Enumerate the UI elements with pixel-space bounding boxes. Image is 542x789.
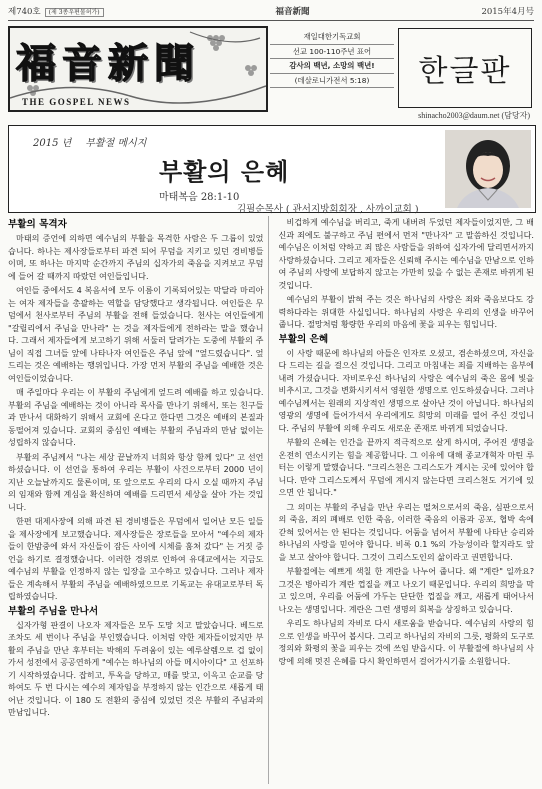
edition-label: 한글판 (398, 28, 532, 108)
portrait-illustration (445, 130, 531, 208)
motto-reference: (데살로니가전서 5:18) (270, 74, 394, 89)
newspaper-name: 福音新聞 (275, 7, 310, 17)
issue-number: 제740호 (제 3종우편물허가) (8, 5, 104, 17)
section-heading: 부활의 주님을 만나서 (8, 605, 99, 617)
issue-date: 2015年4月号 (481, 7, 534, 17)
postal-permit-note: (제 3종우편물허가) (45, 8, 104, 17)
sermon-occasion (33, 134, 160, 149)
section-heading: 부활의 은혜 (278, 333, 329, 345)
anniversary-motto-label: 선교 100-110주년 표어 (270, 45, 394, 60)
article-column-right (279, 216, 535, 784)
sermon-header (8, 125, 536, 213)
paragraph: 비겁하게 예수님을 버리고, 죽게 내버려 두었던 제자들이었지만, 그 배신과 죄에도 불구하고 주님 편에서 먼저 "만나자" 고 말씀하신 것입니다. 예수님은 이처럼 약하고 죄 많은 사람들을 위하여 십자가에 달리면서까지 사랑하셨습니다. 그리고 제자들은 신뢰해 주시는 예수님을 만남으로 인하여 주님의 사랑에 보답하지 않고는 가만히 있을 수 없는 존재로 바뀌게 된 것입니다. (278, 217, 534, 290)
masthead-title: 福音新聞 (16, 40, 200, 87)
church-name: 재일대한기독교회 (270, 30, 394, 45)
sermon-occasion-label: 부활절 메시지 (85, 138, 147, 149)
masthead-logo (8, 26, 268, 112)
paragraph: 예수님의 부활이 밝혀 주는 것은 하나님의 사랑은 죄와 죽음보다도 강력하다라는 위대한 사실입니다. 하나님의 사랑은 우리의 인생을 바꾸어 줍니다. 절망처럼 황량한 우리의 마음에 꽃을 피우는 힘입니다. (278, 294, 534, 329)
paragraph: 부활의 주님께서 "나는 세상 끝날까지 너희와 항상 함께 있다" 고 선언하셨습니다. 이 선언을 통하여 우리는 부활이 사건으로부터 2000 년이 지난 오늘날까지도 물론이며, 또 앞으로도 우리의 다시 오실 때까지 주님의 임재와 함께 계심을 확신하며 예배를 드리면서 세상을 살아 가는 것입니다. (8, 451, 264, 512)
preacher-photo (445, 130, 531, 208)
paragraph: 부활의 은혜는 인간을 끝까지 적극적으로 살게 하시며, 주어진 생명을 온전히 연소시키는 힘을 제공합니다. 그 이유에 대해 종교개혁자 마틴 루터는 이렇게 말했습니다. "크리스천은 그리스도가 계시는 곳에 있어야 합니다. 만약 그리스도께서 무덤에 계시지 않는다면 크리스천도 거기에 있으면 안 됩니다." (278, 437, 534, 497)
paragraph: 매 주일마다 우리는 이 부활의 주님에게 엎드려 예배를 하고 있습니다. 부활의 주님을 예배하는 것이 아니라 목사를 만나기 위해서, 또는 친구들과 만나서 대화하기 위해서 교회에 온다고 한다면 그것은 예배의 본질과 동떨어져 있습니다. 교회의 중심인 예배는 부활의 주님과의 만남 없이는 성립하지 않습니다. (8, 387, 264, 447)
paragraph: 이 사랑 때문에 하나님의 아들은 인자로 오셨고, 겸손하셨으며, 자신을 다 드리는 길을 걸으신 것입니다. 그리고 마침내는 죄를 지배하는 음부에 내려 가셨습니다. 자비로우신 하나님의 사랑은 예수님의 죽은 몸에 빛을 비추시고, 그것을 변화시키셔서 영원한 생명으로 인도하셨습니다. 그러나 예수님께서는 원래의 지상적인 생명으로 살아난 것이 아닙니다. 하나님의 영광의 생명에 들어가셔서 우리에게도 희망의 미래를 열어 주신 것입니다. 주님의 부활에 의해 우리도 새로운 존재로 바뀌게 되었습니다. (278, 347, 534, 433)
sermon-year: 2015 년 (33, 138, 72, 149)
paragraph: 십자가형 판결이 나오자 제자들은 모두 도망 치고 말았습니다. 베드로조차도 세 번이나 주님을 부인했습니다. 이처럼 약한 제자들이었지만 부활의 주님을 만난 후부터는 박해의 두려움이 있는 예루살렘으로 겁 없이 가서 성전에서 공공연하게 "예수는 하나님의 아들 메시아이다" 고 선포하기 시작하였습니다. 잡히고, 투옥을 당하고, 매를 맞고, 이윽고 순교를 당하여도 두 번 다시는 예수의 제자임을 부정하지 않는 인간으로 새롭게 태어난 것입니다. 이 180 도 전환의 중심에 있었던 것은 부활의 주님과의 만남입니다. (8, 619, 264, 717)
sermon-title: 부활의 은혜 (159, 158, 290, 186)
paragraph: 마태의 증언에 의하면 예수님의 부활을 목격한 사람은 두 그룹이 있었습니다. 하나는 제사장들로부터 파견 되어 무덤을 지키고 있던 경비병들이며, 또 하나는 마지막 순간까지 주님의 십자가의 죽음을 지켜보고 무덤에 들어 갈 때까지 따랐던 여인들입니다. (8, 233, 264, 281)
article-column-left (8, 216, 269, 784)
page-header-bar (8, 4, 534, 21)
section-heading: 부활의 목격자 (8, 219, 67, 230)
paragraph: 부활절에는 예쁘게 색칠 한 계란을 나누어 줍니다. 왜 "계란" 일까요? 그것은 병아리가 계란 껍질을 깨고 나오기 때문입니다. 우리의 희망을 막고 있으며, 우리를 어둠에 가두는 단단한 껍질을 깨고, 새롭게 태어나서 나오는 생명입니다. 계란은 그런 생명의 회복을 상징하고 있습니다. (278, 566, 534, 614)
scripture-reference: 마태복음 28:1-10 (159, 192, 240, 203)
motto-box (270, 30, 394, 112)
paragraph: 한편 대제사장에 의해 파견 된 경비병들은 무덤에서 일어난 모든 일들을 제사장에게 보고했습니다. 제사장들은 장로들을 모아서 "예수의 제자들이 한밤중에 와서 자신들이 잠든 사이에 시체를 훔쳐 갔다" 는 거짓 증언을 하기로 결정했습니다. 이러한 경위로 인하여 유대교에서는 지금도 예수님의 부활을 인정하지 않는 입장을 고수하고 있습니다. 그러나 제자들은 계속해서 부활의 주님을 예배하였으므로 기독교는 유대교로부터 독립하였습니다. (8, 516, 264, 601)
paragraph: 여인들 중에서도 4 복음서에 모두 이름이 기록되어있는 막달라 마리아는 여자 제자들을 총괄하는 역할을 담당했다고 생각됩니다. 여인들은 무덤에서 천사로부터 주님의 부활을 전해 들었습니다. 천사는 여인들에게 "갈릴리에서 주님을 만나라" 는 것을 제자들에게 전하라는 말을 했습니다. 그래서 제자들에게 보고하기 위해 서둘러 달려가는 도중에 부활의 주님이 직접 그녀들 앞에 나타나자 여인들은 주님 앞에 "엎드렸습니다". 엎드리는 것은 예배하는 행위입니다. 가장 먼저 부활의 주님을 예배한 것은 여인들이었습니다. (8, 285, 264, 383)
preacher-byline: 김필순목사 ( 관서지방회회장 , 사까이교회 ) (237, 204, 419, 215)
paragraph: 그 의미는 부활의 주님을 만난 우리는 떨쳐으로서의 죽음, 심판으로서의 죽음, 죄의 폐배로 인한 죽음, 이러한 죽음의 이름과 공포, 협박 속에 갇혀 있어서는 안 된다는 것입니다. 어둠을 넘어서 부활에 나타난 승리와 하나님의 사랑을 믿어야 합니다. 비록 0.1 %의 가능성이라 할지라도 앞을 보고 살아야 합니다. 그것이 그리스도인의 삶이라고 권면합니다. (278, 501, 534, 562)
paragraph: 우리도 하나님의 자비로 다시 새로움을 받습니다. 예수님의 사랑의 힘으로 인생을 바꾸어 봅시다. 그리고 하나님의 자비의 그릇, 평화의 도구로 정의와 화평의 꽃을 피우는 것에 쓰임 받읍시다. 이 부활절에 하나님의 사랑에 의해 멋진 은혜를 다시 확인하면서 걸어가시기를 소원합니다. (278, 618, 534, 666)
article-body (8, 216, 534, 784)
masthead-subtitle: THE GOSPEL NEWS (22, 97, 131, 107)
motto-text: 감사의 백년, 소망의 백년! (270, 59, 394, 74)
contact-email: shinacho2003@daum.net (담당자) (418, 111, 530, 120)
